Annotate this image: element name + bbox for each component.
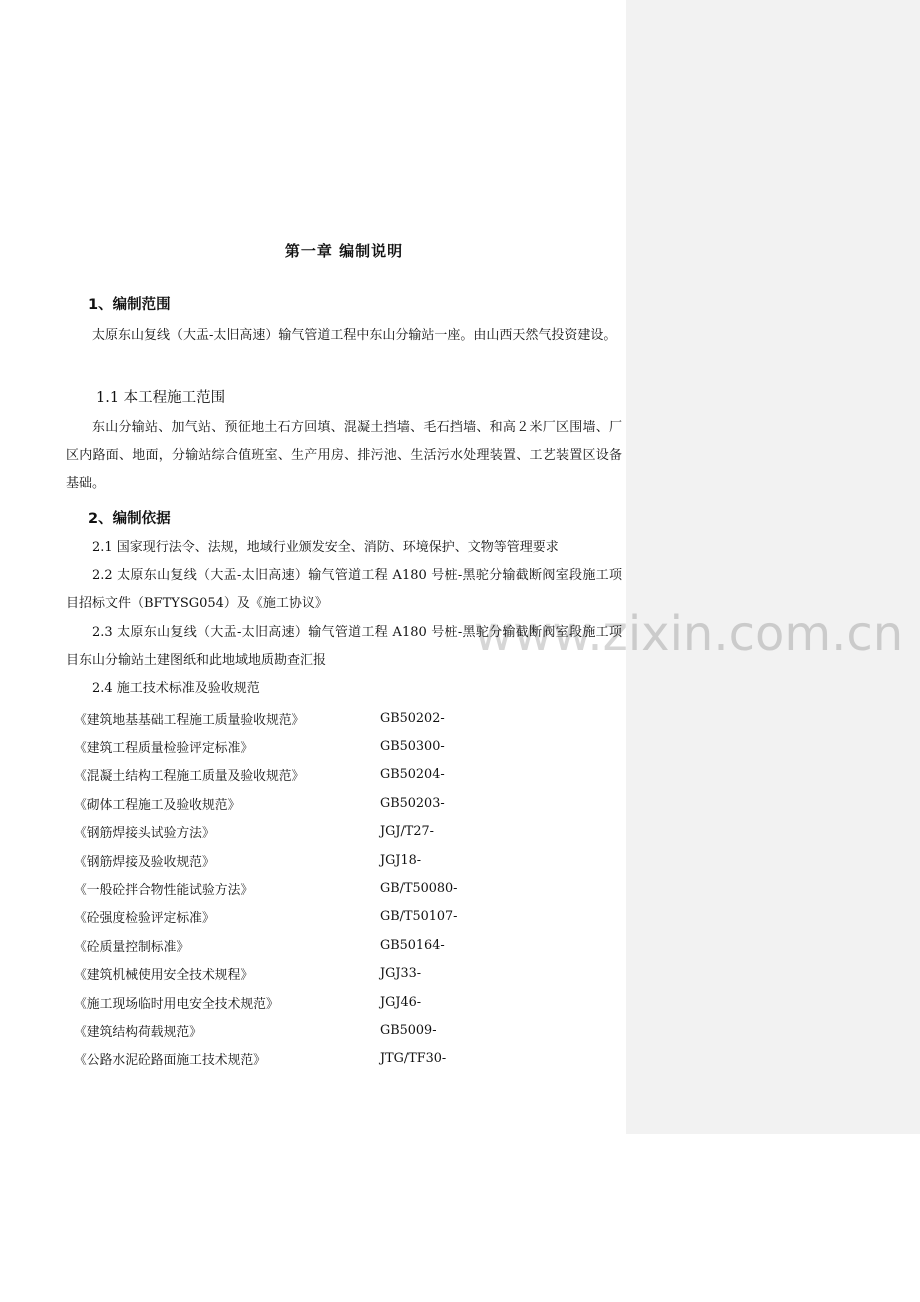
standard-row <box>74 761 614 789</box>
comment-margin-pane <box>626 0 920 1134</box>
standard-name: 《施工现场临时用电安全技术规范》 <box>74 996 279 1012</box>
subsection-heading-construction-scope: 1.1 本工程施工范围 <box>96 390 226 406</box>
standard-row <box>74 1016 614 1044</box>
standards-list <box>74 704 614 1073</box>
standard-name: 《钢筋焊接头试验方法》 <box>74 826 215 842</box>
standard-name: 《混凝土结构工程施工质量及验收规范》 <box>74 769 305 785</box>
standard-name: 《公路水泥砼路面施工技术规范》 <box>74 1053 266 1069</box>
standard-name: 《砌体工程施工及验收规范》 <box>74 797 241 813</box>
construction-scope-paragraph: 东山分输站、加气站、预征地土石方回填、混凝土挡墙、毛石挡墙、和高２米厂区围墙、厂区内路面、地面，分输站综合值班室、生产用房、排污池、生活污水处理装置、工艺装置区设备基础。 <box>66 420 622 491</box>
standard-name: 《砼质量控制标准》 <box>74 939 190 955</box>
chapter-title: 第一章 编制说明 <box>284 242 404 260</box>
standard-row <box>74 960 614 988</box>
standard-name: 《砼强度检验评定标准》 <box>74 911 215 927</box>
standard-row <box>74 846 614 874</box>
standard-code: JGJ/T27- <box>380 824 434 840</box>
standard-code: GB50164- <box>380 937 445 953</box>
standard-row <box>74 818 614 846</box>
standard-code: GB5009- <box>380 1022 437 1038</box>
standard-row <box>74 789 614 817</box>
standard-row <box>74 988 614 1016</box>
standard-code: GB50300- <box>380 739 445 755</box>
standard-row <box>74 732 614 760</box>
standard-code: GB/T50107- <box>380 909 458 925</box>
standard-code: JTG/TF30- <box>380 1051 447 1067</box>
standard-code: GB50204- <box>380 767 445 783</box>
section-heading-basis: 2、编制依据 <box>88 511 171 527</box>
standard-row <box>74 874 614 902</box>
standard-code: JGJ46- <box>380 994 422 1010</box>
standard-name: 《建筑机械使用安全技术规程》 <box>74 968 254 984</box>
standard-name: 《建筑结构荷载规范》 <box>74 1024 202 1040</box>
standard-code: GB/T50080- <box>380 881 458 897</box>
basis-item: 2.1 国家现行法令、法规，地域行业颁发安全、消防、环境保护、文物等管理要求 <box>92 540 559 555</box>
basis-item: 2.2 太原东山复线（大盂-太旧高速）输气管道工程 A180 号桩-黑驼分输截断阀室段施工项目招标文件（BFTYSG054）及《施工协议》 <box>66 568 622 611</box>
section-heading-scope: 1、编制范围 <box>88 297 171 313</box>
standard-name: 《建筑工程质量检验评定标准》 <box>74 741 254 757</box>
watermark: www.zixin.com.cn <box>474 606 904 662</box>
basis-item: 2.4 施工技术标准及验收规范 <box>92 681 260 696</box>
standard-code: JGJ33- <box>380 966 422 982</box>
standard-name: 《一般砼拌合物性能试验方法》 <box>74 883 254 899</box>
standard-row <box>74 931 614 959</box>
standard-code: GB50202- <box>380 710 445 726</box>
basis-item: 2.3 太原东山复线（大盂-太旧高速）输气管道工程 A180 号桩-黑驼分输截断阀室段施工项目东山分输站土建图纸和此地域地质勘查汇报 <box>66 625 622 668</box>
scope-paragraph: 太原东山复线（大盂-太旧高速）输气管道工程中东山分输站一座。由山西天然气投资建设。 <box>92 328 617 343</box>
standard-code: GB50203- <box>380 795 445 811</box>
standard-name: 《建筑地基基础工程施工质量验收规范》 <box>74 712 305 728</box>
standard-row <box>74 903 614 931</box>
standard-code: JGJ18- <box>380 852 422 868</box>
standard-name: 《钢筋焊接及验收规范》 <box>74 854 215 870</box>
standard-row <box>74 1045 614 1073</box>
standard-row <box>74 704 614 732</box>
